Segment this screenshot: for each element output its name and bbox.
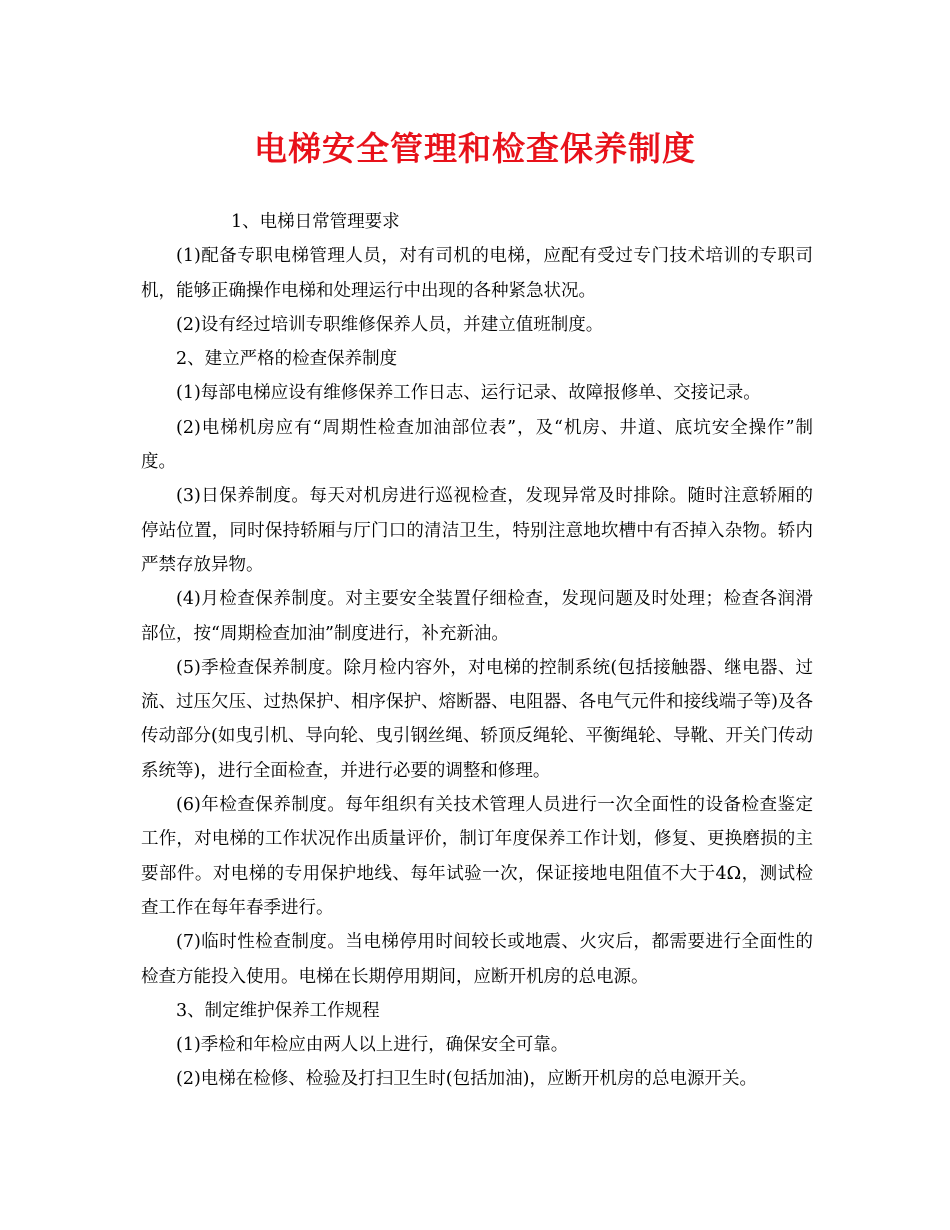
paragraph-2-5: (5)季检查保养制度。除月检内容外，对电梯的控制系统(包括接触器、继电器、过流、过压欠压、过热保护、相序保护、熔断器、电阻器、各电气元件和接线端子等)及各传动部分(如曳引机、导向轮、曳引钢丝绳、轿顶反绳轮、平衡绳轮、导靴、开关门传动系统等)，进行全面检查，并进行必要的调整和修理。 — [141, 657, 813, 781]
paragraph-2-6: (6)年检查保养制度。每年组织有关技术管理人员进行一次全面性的设备检查鉴定工作，对电梯的工作状况作出质量评价，制订年度保养工作计划，修复、更换磨损的主要部件。对电梯的专用保护地线、每年试验一次，保证接地电阻值不大于4Ω，测试检查工作在每年春季进行。 — [141, 795, 813, 918]
section-heading-2: 2、建立严格的检查保养制度 — [176, 349, 398, 370]
paragraph-1-2: (2)设有经过培训专职维修保养人员，并建立值班制度。 — [176, 314, 604, 335]
document-body — [141, 205, 813, 1097]
paragraph-2-3: (3)日保养制度。每天对机房进行巡视检查，发现异常及时排除。随时注意轿厢的停站位置，同时保持轿厢与厅门口的清洁卫生，特别注意地坎槽中有否掉入杂物。轿内严禁存放异物。 — [141, 486, 813, 575]
section-heading-3: 3、制定维护保养工作规程 — [176, 1000, 380, 1021]
paragraph-2-1: (1)每部电梯应设有维修保养工作日志、运行记录、故障报修单、交接记录。 — [176, 383, 761, 404]
document-title: 电梯安全管理和检查保养制度 — [254, 129, 696, 168]
paragraph-2-2: (2)电梯机房应有“周期性检查加油部位表”，及“机房、井道、底坑安全操作”制度。 — [141, 417, 813, 473]
paragraph-2-7: (7)临时性检查制度。当电梯停用时间较长或地震、火灾后，都需要进行全面性的检查方能投入使用。电梯在长期停用期间，应断开机房的总电源。 — [141, 932, 813, 987]
paragraph-3-1: (1)季检和年检应由两人以上进行，确保安全可靠。 — [176, 1035, 569, 1056]
paragraph-3-2: (2)电梯在检修、检验及打扫卫生时(包括加油)，应断开机房的总电源开关。 — [176, 1069, 757, 1090]
paragraph-1-1: (1)配备专职电梯管理人员，对有司机的电梯，应配有受过专门技术培训的专职司机，能够正确操作电梯和处理运行中出现的各种紧急状况。 — [141, 246, 813, 301]
paragraph-2-4: (4)月检查保养制度。对主要安全装置仔细检查，发现问题及时处理；检查各润滑部位，按“周期检查加油”制度进行，补充新油。 — [141, 589, 813, 644]
section-heading-1: 1、电梯日常管理要求 — [231, 212, 400, 232]
